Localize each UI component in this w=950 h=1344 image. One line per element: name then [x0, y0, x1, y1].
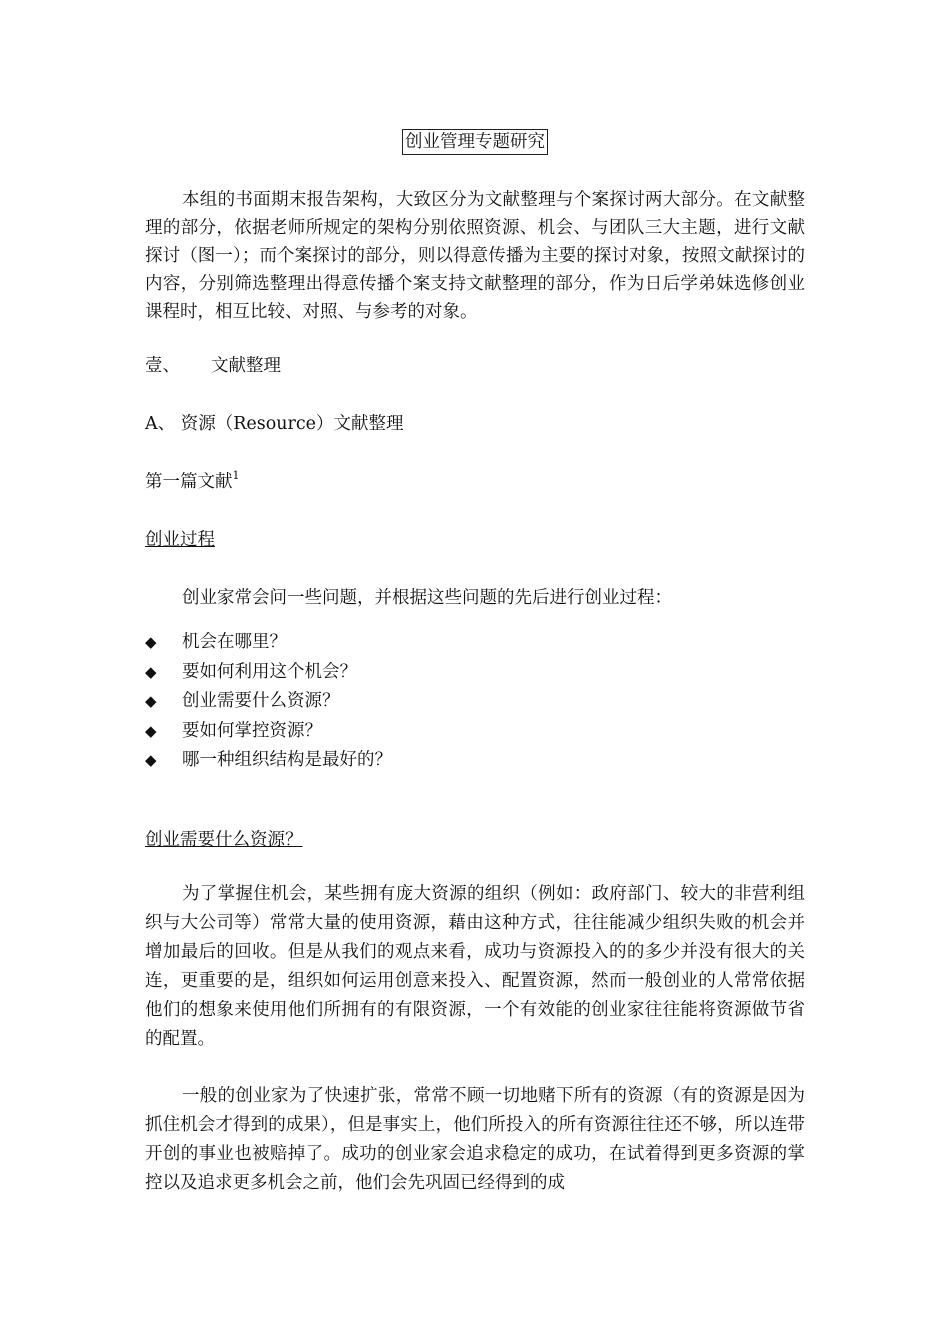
list-item: ◆ 哪一种组织结构是最好的？	[145, 746, 805, 776]
list-item: ◆ 机会在哪里？	[145, 628, 805, 658]
document-title: 创业管理专题研究	[402, 129, 548, 155]
article-label-text: 第一篇文献	[145, 472, 233, 492]
heading-process: 创业过程	[145, 530, 215, 550]
diamond-bullet-icon: ◆	[145, 751, 157, 769]
question-list	[145, 628, 805, 776]
title-block	[145, 126, 805, 156]
list-item: ◆ 要如何掌控资源？	[145, 717, 805, 747]
heading-resources: 创业需要什么资源？	[145, 829, 303, 850]
diamond-bullet-icon: ◆	[145, 662, 157, 681]
article-label	[145, 468, 805, 496]
subsection-heading-a: A、 资源（Resource）文献整理	[145, 414, 404, 434]
diamond-bullet-icon: ◆	[145, 721, 157, 740]
resources-paragraph-1: 为了掌握住机会，某些拥有庞大资源的组织（例如：政府部门、较大的非营利组织与大公司等）常常大量的使用资源，藉由这种方式，往往能减少组织失败的机会并增加最后的回收。但是从我们的观点来看，成功与资源投入的的多少并没有很大的关连，更重要的是，组织如何运用创意来投入、配置资源，然而一般创业的人常常依据他们的想象来使用他们所拥有的有限资源，一个有效能的创业家往往能将资源做节省的配置。	[145, 883, 805, 1049]
list-item: ◆ 创业需要什么资源？	[145, 687, 805, 717]
section-title: 文献整理	[211, 356, 281, 376]
document-page	[145, 126, 805, 1198]
footnote-mark: 1	[232, 469, 240, 482]
list-item: ◆ 要如何利用这个机会？	[145, 658, 805, 688]
section-heading-1	[145, 352, 805, 380]
intro-paragraph: 本组的书面期末报告架构，大致区分为文献整理与个案探讨两大部分。在文献整理的部分，依据老师所规定的架构分别依照资源、机会、与团队三大主题，进行文献探讨（图一）；而个案探讨的部分，则以得意传播为主要的探讨对象，按照文献探讨的内容，分别筛选整理出得意传播个案支持文献整理的部分，作为日后学弟妹选修创业课程时，相互比较、对照、与参考的对象。	[145, 190, 805, 322]
section-number: 壹、	[145, 356, 180, 376]
resources-paragraph-2: 一般的创业家为了快速扩张，常常不顾一切地赌下所有的资源（有的资源是因为抓住机会才得到的成果），但是事实上，他们所投入的所有资源往往还不够，所以连带开创的事业也被赔掉了。成功的创业家会追求稳定的成功，在试着得到更多资源的掌控以及追求更多机会之前，他们会先巩固已经得到的成	[145, 1085, 805, 1193]
diamond-bullet-icon: ◆	[145, 692, 157, 710]
process-intro: 创业家常会问一些问题，并根据这些问题的先后进行创业过程：	[182, 588, 672, 608]
diamond-bullet-icon: ◆	[145, 633, 157, 651]
